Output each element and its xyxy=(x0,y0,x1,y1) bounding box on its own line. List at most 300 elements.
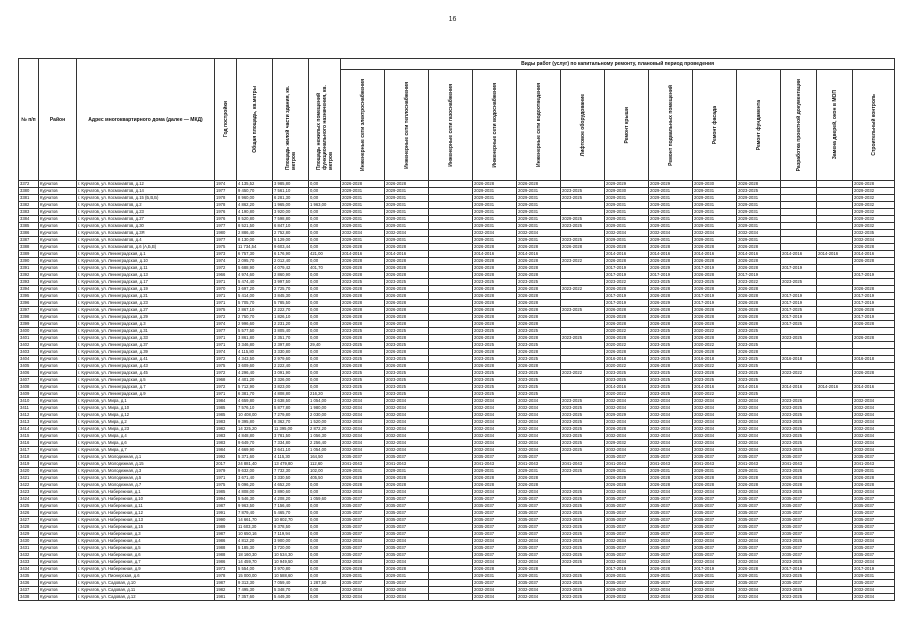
cell-work-period xyxy=(429,335,473,342)
cell-work-period xyxy=(781,244,817,251)
cell-work-period: 2032-2034 xyxy=(649,594,693,601)
cell-work-period: 2026-2028 xyxy=(385,272,429,279)
cell-work-period: 2029-2031 xyxy=(473,237,517,244)
cell-work-period: 2026-2028 xyxy=(649,475,693,482)
cell-work-period: 2026-2028 xyxy=(853,475,895,482)
table-row xyxy=(19,377,895,384)
cell-nonliving-area: 0,00 xyxy=(309,300,341,307)
cell-work-period: 2032-2034 xyxy=(853,426,895,433)
cell-work-period xyxy=(429,265,473,272)
cell-work-period: 2023-2025 xyxy=(737,328,781,335)
cell-work-period: 2032-2034 xyxy=(517,433,561,440)
cell-work-period: 2017-2019 xyxy=(853,272,895,279)
cell-work-period xyxy=(817,363,853,370)
cell-work-period: 2032-2034 xyxy=(853,405,895,412)
cell-work-period: 2023-2025 xyxy=(649,370,693,377)
cell-work-period xyxy=(429,538,473,545)
cell-work-period: 2026-2028 xyxy=(781,475,817,482)
cell-district: Курчатов xyxy=(39,419,77,426)
cell-work-period xyxy=(817,552,853,559)
cell-year: 1983 xyxy=(215,433,237,440)
cell-work-period: 2023-2025 xyxy=(385,356,429,363)
cell-work-period xyxy=(429,517,473,524)
cell-work-period: 2026-2028 xyxy=(385,293,429,300)
cell-work-period: 2020-2022 xyxy=(693,363,737,370)
cell-work-period: 2032-2034 xyxy=(693,405,737,412)
cell-work-period xyxy=(429,545,473,552)
cell-work-period: 2023-2025 xyxy=(781,594,817,601)
cell-work-period: 2029-2031 xyxy=(693,573,737,580)
cell-nonliving-area: 164,50 xyxy=(309,454,341,461)
cell-total-area: 5 577,50 xyxy=(237,328,273,335)
cell-nonliving-area: 0,00 xyxy=(309,258,341,265)
cell-work-period: 2026-2028 xyxy=(693,244,737,251)
cell-work-period: 2032-2034 xyxy=(385,594,429,601)
table-row xyxy=(19,209,895,216)
cell-total-area: 9 395,80 xyxy=(237,419,273,426)
cell-work-period: 2023-2025 xyxy=(517,391,561,398)
cell-total-area: 3 697,20 xyxy=(237,286,273,293)
cell-work-period: 2035-2037 xyxy=(649,454,693,461)
cell-work-period xyxy=(817,440,853,447)
cell-year: 1987 xyxy=(215,503,237,510)
cell-address: г. Курчатов, ул. Мира, д.12 xyxy=(77,412,215,419)
cell-work-period: 2035-2037 xyxy=(693,454,737,461)
cell-work-period: 2026-2028 xyxy=(605,349,649,356)
cell-total-area: 5 185,30 xyxy=(237,545,273,552)
table-row xyxy=(19,293,895,300)
cell-work-period: 2029-2031 xyxy=(605,237,649,244)
cell-year: 1985 xyxy=(215,412,237,419)
cell-work-period xyxy=(561,202,605,209)
cell-work-period: 2032-2034 xyxy=(385,440,429,447)
cell-work-period: 2035-2037 xyxy=(473,545,517,552)
cell-work-period: 2026-2028 xyxy=(693,272,737,279)
cell-work-period: 2023-2025 xyxy=(737,370,781,377)
cell-work-period: 2023-2025 xyxy=(473,391,517,398)
cell-work-period: 2026-2028 xyxy=(737,300,781,307)
cell-nonliving-area: 0,00 xyxy=(309,307,341,314)
cell-district: Курчатов xyxy=(39,384,77,391)
cell-work-period: 2032-2034 xyxy=(737,405,781,412)
cell-nonliving-area: 0,00 xyxy=(309,517,341,524)
cell-work-period: 2032-2034 xyxy=(693,426,737,433)
cell-work-period: 2032-2034 xyxy=(737,587,781,594)
cell-address: г. Курчатов, ул. Набережная, д.6 xyxy=(77,552,215,559)
cell-work-period xyxy=(561,265,605,272)
cell-nonliving-area: 0,00 xyxy=(309,181,341,188)
cell-work-period: 2026-2029 xyxy=(649,265,693,272)
cell-work-period: 2026-2028 xyxy=(385,475,429,482)
cell-work-period xyxy=(781,237,817,244)
cell-work-period: 2029-2029 xyxy=(605,181,649,188)
cell-work-period: 2017-2019 xyxy=(853,300,895,307)
cell-work-period: 2023-2025 xyxy=(781,426,817,433)
cell-address: г. Курчатов, ул. Ленинградская, д.23 xyxy=(77,300,215,307)
cell-work-period: 2023-2025 xyxy=(473,377,517,384)
cell-work-period: 2023-2022 xyxy=(605,279,649,286)
cell-work-period xyxy=(429,384,473,391)
cell-work-period: 2026-2028 xyxy=(853,370,895,377)
cell-work-period: 2029-2031 xyxy=(693,468,737,475)
cell-work-period xyxy=(781,202,817,209)
cell-work-period: 2026-2028 xyxy=(737,335,781,342)
header-work-type: Ремонт фасада xyxy=(693,70,737,181)
table-row xyxy=(19,531,895,538)
cell-work-period: 2035-2037 xyxy=(605,531,649,538)
cell-work-period: 2032-2034 xyxy=(853,237,895,244)
cell-work-period: 2035-2037 xyxy=(605,545,649,552)
cell-work-period: 2023-2025 xyxy=(385,279,429,286)
table-row xyxy=(19,391,895,398)
cell-year: 1987 xyxy=(215,580,237,587)
cell-work-period: 2029-2031 xyxy=(605,573,649,580)
cell-work-period: 2023-2025 xyxy=(561,545,605,552)
cell-work-period xyxy=(429,272,473,279)
cell-work-period: 2029-2031 xyxy=(737,195,781,202)
cell-work-period: 2035-2037 xyxy=(385,454,429,461)
cell-total-area: 14 325,20 xyxy=(237,426,273,433)
cell-work-period: 2035-2037 xyxy=(853,545,895,552)
cell-total-area: 15 000,00 xyxy=(237,573,273,580)
cell-num: 3425 xyxy=(19,503,39,510)
cell-district: Курчатов xyxy=(39,391,77,398)
cell-num: 3428 xyxy=(19,524,39,531)
cell-year: 1986 xyxy=(215,538,237,545)
cell-work-period: 2026-2028 xyxy=(341,363,385,370)
cell-total-area: 5 546,30 xyxy=(237,496,273,503)
cell-work-period xyxy=(853,265,895,272)
cell-nonliving-area: 405,50 xyxy=(309,475,341,482)
table-row xyxy=(19,573,895,580)
cell-year: 1984 xyxy=(215,398,237,405)
cell-work-period: 2035-2037 xyxy=(517,580,561,587)
cell-num: 3383 xyxy=(19,209,39,216)
cell-district: Курчатов xyxy=(39,370,77,377)
cell-work-period: 2023-2025 xyxy=(781,489,817,496)
cell-living-area: 2 012,40 xyxy=(273,258,309,265)
cell-work-period: 2023-2025 xyxy=(341,279,385,286)
cell-work-period xyxy=(817,314,853,321)
cell-address: г. Курчатов, ул. Молодежная, д.5 xyxy=(77,475,215,482)
cell-work-period: 2032-2034 xyxy=(341,230,385,237)
cell-work-period: 2035-2037 xyxy=(781,552,817,559)
cell-nonliving-area: 0,00 xyxy=(309,209,341,216)
cell-address: г. Курчатов, ул. Космонавтов, д.2 xyxy=(77,202,215,209)
table-row xyxy=(19,517,895,524)
cell-work-period: 2026-2028 xyxy=(693,307,737,314)
cell-work-period xyxy=(781,328,817,335)
cell-work-period: 2035-2037 xyxy=(737,517,781,524)
cell-work-period: 2029-2031 xyxy=(473,216,517,223)
cell-living-area: 2 231,20 xyxy=(273,321,309,328)
cell-num: 3420 xyxy=(19,468,39,475)
cell-district: Курчатов xyxy=(39,328,77,335)
cell-work-period: 2032-2034 xyxy=(605,230,649,237)
cell-living-area: 5 129,00 xyxy=(273,237,309,244)
cell-address: г. Курчатов, ул. Набережная, д.10 xyxy=(77,496,215,503)
cell-work-period xyxy=(429,489,473,496)
cell-district: Курчатов xyxy=(39,412,77,419)
cell-work-period: 2023-2025 xyxy=(385,377,429,384)
cell-work-period xyxy=(429,300,473,307)
cell-work-period: 2023-2025 xyxy=(341,356,385,363)
cell-work-period xyxy=(817,293,853,300)
page-number: 16 xyxy=(448,16,457,23)
cell-num: 3415 xyxy=(19,433,39,440)
cell-work-period: 2035-2037 xyxy=(473,531,517,538)
cell-address: г. Курчатов, ул. Ленинградская, д.39 xyxy=(77,349,215,356)
cell-work-period: 2032-2034 xyxy=(693,587,737,594)
cell-work-period: 2026-2028 xyxy=(561,244,605,251)
cell-year: 1981 xyxy=(215,594,237,601)
cell-nonliving-area: 0,00 xyxy=(309,531,341,538)
cell-work-period xyxy=(429,580,473,587)
cell-work-period: 2029-2031 xyxy=(649,468,693,475)
cell-year: 1974 xyxy=(215,258,237,265)
cell-work-period: 2026-2028 xyxy=(693,335,737,342)
table-row xyxy=(19,230,895,237)
cell-work-period: 2035-2037 xyxy=(605,524,649,531)
cell-work-period: 2023-2025 xyxy=(561,447,605,454)
cell-living-area: 3 845,30 xyxy=(273,293,309,300)
cell-work-period: 2026-2028 xyxy=(517,475,561,482)
cell-work-period: 2023-2025 xyxy=(649,342,693,349)
cell-work-period: 2023-2025 xyxy=(341,328,385,335)
cell-work-period: 2023-2022 xyxy=(781,370,817,377)
cell-work-period: 2029-2031 xyxy=(473,223,517,230)
cell-address: г. Курчатов, ул. Ленинградская, д.31 xyxy=(77,328,215,335)
header-work-type: Лифтовое оборудование xyxy=(561,70,605,181)
cell-work-period: 2023-2025 xyxy=(385,370,429,377)
table-row xyxy=(19,419,895,426)
cell-work-period: 2026-2028 xyxy=(341,293,385,300)
cell-work-period xyxy=(561,475,605,482)
cell-work-period: 2026-2028 xyxy=(385,482,429,489)
cell-work-period: 2023-2025 xyxy=(737,342,781,349)
cell-work-period xyxy=(817,370,853,377)
cell-work-period: 2041-2043 xyxy=(385,461,429,468)
cell-address: г. Курчатов, ул. Мира, д.2 xyxy=(77,419,215,426)
cell-work-period: 2023-2025 xyxy=(517,279,561,286)
cell-work-period: 2029-2031 xyxy=(737,223,781,230)
cell-year: 1974 xyxy=(215,321,237,328)
cell-work-period: 2020-2022 xyxy=(605,328,649,335)
cell-work-period xyxy=(817,265,853,272)
cell-district: Курчатов xyxy=(39,244,77,251)
cell-work-period: 2026-2028 xyxy=(341,335,385,342)
table-row xyxy=(19,580,895,587)
cell-work-period: 2032-2034 xyxy=(517,594,561,601)
cell-work-period xyxy=(429,377,473,384)
cell-num: 3410 xyxy=(19,398,39,405)
cell-work-period: 2035-2037 xyxy=(385,545,429,552)
cell-work-period: 2041-2043 xyxy=(781,461,817,468)
cell-work-period: 2023-2025 xyxy=(517,377,561,384)
cell-living-area: 3 781,50 xyxy=(273,433,309,440)
table-row xyxy=(19,370,895,377)
cell-living-area: 6 281,30 xyxy=(273,195,309,202)
cell-address: г. Курчатов, ул. Набережная, д.1 xyxy=(77,489,215,496)
cell-work-period xyxy=(817,272,853,279)
cell-work-period: 2029-2031 xyxy=(693,202,737,209)
table-row xyxy=(19,545,895,552)
cell-total-area: 7 879,40 xyxy=(237,510,273,517)
cell-work-period: 2029-2032 xyxy=(853,188,895,195)
cell-work-period: 2035-2037 xyxy=(473,454,517,461)
cell-work-period: 2026-2028 xyxy=(737,286,781,293)
cell-work-period: 2026-2028 xyxy=(693,286,737,293)
cell-year: 1985 xyxy=(215,489,237,496)
cell-nonliving-area: 0,00 xyxy=(309,489,341,496)
cell-work-period: 2026-2028 xyxy=(341,314,385,321)
cell-nonliving-area: 1 980,00 xyxy=(309,405,341,412)
cell-work-period: 2026-2028 xyxy=(341,244,385,251)
cell-work-period: 2029-2032 xyxy=(605,440,649,447)
cell-district: Курчатов xyxy=(39,545,77,552)
cell-work-period: 2032-2034 xyxy=(649,447,693,454)
cell-work-period: 2026-2028 xyxy=(473,314,517,321)
cell-work-period: 2029-2031 xyxy=(605,216,649,223)
cell-num: 3430 xyxy=(19,538,39,545)
cell-work-period: 2035-2037 xyxy=(649,580,693,587)
cell-work-period: 2026-2028 xyxy=(605,244,649,251)
cell-living-area: 10 802,70 xyxy=(273,517,309,524)
cell-year: 1978 xyxy=(215,195,237,202)
cell-work-period xyxy=(853,391,895,398)
cell-work-period xyxy=(429,475,473,482)
cell-work-period: 2035-2037 xyxy=(853,454,895,461)
cell-work-period xyxy=(429,237,473,244)
cell-work-period xyxy=(817,286,853,293)
cell-work-period xyxy=(429,293,473,300)
cell-work-period: 2035-2037 xyxy=(605,580,649,587)
cell-work-period xyxy=(429,447,473,454)
cell-work-period: 2014-2016 xyxy=(605,384,649,391)
cell-work-period: 2023-2025 xyxy=(781,405,817,412)
cell-work-period xyxy=(781,377,817,384)
cell-living-area: 2 351,70 xyxy=(273,335,309,342)
cell-work-period: 2032-2034 xyxy=(737,419,781,426)
cell-work-period: 2035-2037 xyxy=(781,496,817,503)
table-row xyxy=(19,307,895,314)
cell-num: 3395 xyxy=(19,293,39,300)
cell-work-period: 2023-2025 xyxy=(561,195,605,202)
cell-year: 1978 xyxy=(215,573,237,580)
cell-work-period: 2032-2034 xyxy=(853,398,895,405)
cell-num: 3399 xyxy=(19,321,39,328)
cell-district: Курчатов xyxy=(39,482,77,489)
cell-num: 3414 xyxy=(19,426,39,433)
cell-work-period: 2026-2028 xyxy=(385,244,429,251)
cell-work-period: 2026-2028 xyxy=(473,272,517,279)
cell-work-period: 2023-2025 xyxy=(737,377,781,384)
cell-work-period xyxy=(561,377,605,384)
cell-work-period xyxy=(781,272,817,279)
cell-total-area: 8 521,50 xyxy=(237,223,273,230)
cell-work-period: 2023-2025 xyxy=(561,433,605,440)
cell-work-period xyxy=(817,482,853,489)
cell-work-period: 2029-2031 xyxy=(605,195,649,202)
cell-work-period: 2014-2016 xyxy=(737,251,781,258)
cell-work-period: 2026-2028 xyxy=(385,307,429,314)
table-row xyxy=(19,258,895,265)
cell-work-period: 2026-2028 xyxy=(853,482,895,489)
cell-work-period xyxy=(781,230,817,237)
cell-work-period xyxy=(429,363,473,370)
cell-district: Курчатов xyxy=(39,363,77,370)
cell-year: 1970 xyxy=(215,286,237,293)
table-row xyxy=(19,328,895,335)
cell-work-period xyxy=(817,510,853,517)
cell-work-period: 2026-2028 xyxy=(385,566,429,573)
cell-total-area: 4 135,52 xyxy=(237,181,273,188)
cell-work-period: 2023-2025 xyxy=(341,370,385,377)
cell-year: 1972 xyxy=(215,384,237,391)
table-row xyxy=(19,552,895,559)
cell-work-period xyxy=(561,300,605,307)
cell-work-period xyxy=(429,468,473,475)
table-row xyxy=(19,300,895,307)
cell-work-period: 2035-2037 xyxy=(693,496,737,503)
cell-work-period: 2041-2043 xyxy=(561,461,605,468)
cell-work-period xyxy=(817,405,853,412)
cell-address: г. Курчатов, ул. Космонавтов, д.15 (Б,В,Б) xyxy=(77,195,215,202)
cell-work-period: 2029-2031 xyxy=(385,468,429,475)
cell-year: 2017 xyxy=(215,461,237,468)
cell-work-period: 2020-2022 xyxy=(693,342,737,349)
cell-num: 3434 xyxy=(19,566,39,573)
cell-work-period: 2023-2025 xyxy=(561,580,605,587)
cell-work-period: 2017-2019 xyxy=(693,300,737,307)
cell-district: Курчатов xyxy=(39,356,77,363)
cell-work-period: 2026-2028 xyxy=(649,363,693,370)
cell-address: г. Курчатов, ул. Ленинградская, д.33 xyxy=(77,335,215,342)
cell-total-area: 18 160,30 xyxy=(237,552,273,559)
table-row xyxy=(19,496,895,503)
cell-num: 3424 xyxy=(19,496,39,503)
cell-work-period: 2032-2034 xyxy=(853,594,895,601)
cell-work-period: 2032-2034 xyxy=(341,587,385,594)
cell-work-period: 2032-2034 xyxy=(605,538,649,545)
header-work-type: Строительный контроль xyxy=(853,70,895,181)
cell-total-area: 5 705,70 xyxy=(237,300,273,307)
cell-work-period: 2041-2043 xyxy=(473,461,517,468)
header-works-group: Виды работ (услуг) по капитальному ремонту, плановый период проведения xyxy=(341,59,895,70)
cell-work-period: 2026-2028 xyxy=(517,272,561,279)
cell-work-period: 2032-2034 xyxy=(693,412,737,419)
cell-work-period: 2032-2034 xyxy=(385,489,429,496)
cell-work-period xyxy=(781,286,817,293)
cell-district: Курчатов xyxy=(39,517,77,524)
cell-work-period: 2026-2028 xyxy=(473,475,517,482)
cell-work-period: 2035-2037 xyxy=(473,524,517,531)
cell-work-period: 2035-2037 xyxy=(853,552,895,559)
cell-year: 1975 xyxy=(215,244,237,251)
cell-work-period xyxy=(817,419,853,426)
cell-num: 3416 xyxy=(19,440,39,447)
cell-num: 3391 xyxy=(19,265,39,272)
cell-work-period xyxy=(561,272,605,279)
cell-work-period: 2032-2035 xyxy=(853,230,895,237)
cell-work-period: 2035-2037 xyxy=(517,454,561,461)
cell-total-area: 2 867,10 xyxy=(237,307,273,314)
cell-total-area: 9 450,70 xyxy=(237,188,273,195)
cell-district: Курчатов xyxy=(39,503,77,510)
cell-work-period: 2029-2032 xyxy=(605,594,649,601)
cell-work-period: 2032-2034 xyxy=(473,433,517,440)
cell-work-period xyxy=(429,356,473,363)
